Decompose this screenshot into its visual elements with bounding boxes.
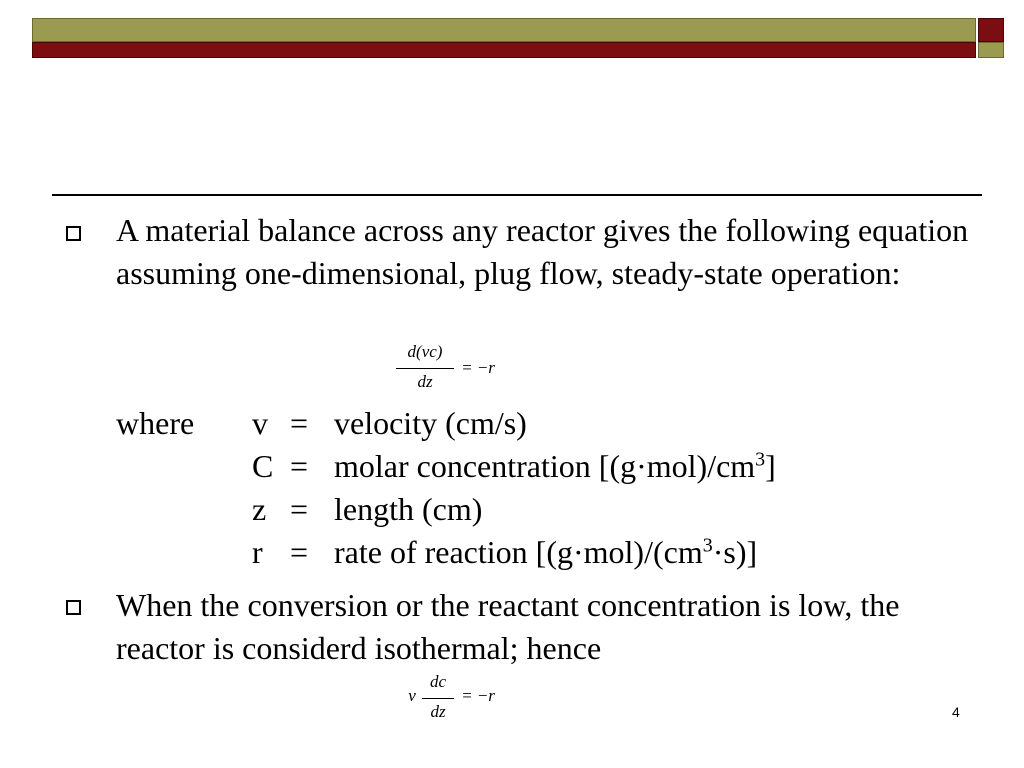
def-equals-c: = — [290, 448, 309, 484]
def-text-c-tail: ] — [765, 448, 776, 484]
equation-material-balance — [390, 340, 510, 400]
def-text-c-sup: 3 — [755, 448, 766, 471]
eq2-rhs: = −r — [461, 686, 495, 705]
eq2-prefix: v — [408, 686, 416, 705]
def-text-r — [334, 531, 757, 574]
bullet-box-icon — [66, 226, 81, 241]
definition-row-c — [116, 445, 916, 488]
def-text-r-main: rate of reaction [(g·mol)/(cm — [334, 534, 703, 570]
eq2-denominator: dz — [430, 702, 446, 721]
header-band-olive — [32, 18, 976, 42]
bullet-text-1: A material balance across any reactor gives the following equation assuming one-dimensional, plug flow, steady-state operation: — [116, 212, 969, 291]
bullet-text-2: When the conversion or the reactant concentration is low, the reactor is considerd isothermal; hence — [116, 587, 900, 666]
def-equals-r: = — [290, 534, 309, 570]
def-symbol-v: v — [252, 405, 268, 441]
def-text-v: velocity (cm/s) — [334, 405, 527, 441]
bullet-box-icon — [66, 600, 81, 615]
equation-isothermal — [404, 670, 514, 730]
def-text-c-main: molar concentration [(g·mol)/cm — [334, 448, 756, 484]
def-symbol-c: C — [252, 448, 274, 484]
eq2-fraction-bar — [422, 698, 454, 699]
def-text-z: length (cm) — [334, 491, 483, 527]
header-square-olive — [978, 42, 1004, 58]
def-symbol-z: z — [252, 491, 267, 527]
page-number: 4 — [952, 704, 960, 720]
eq2-numerator: dc — [429, 672, 447, 691]
def-text-r-sup: 3 — [702, 534, 713, 557]
header-band-maroon — [32, 42, 976, 58]
def-text-r-tail: ·s)] — [712, 534, 758, 570]
definition-row-z — [116, 488, 916, 531]
definition-row-r — [116, 531, 916, 574]
def-equals-v: = — [290, 405, 309, 441]
eq1-denominator: dz — [417, 372, 433, 391]
eq1-fraction-bar — [396, 368, 454, 369]
header-square-maroon — [978, 18, 1004, 42]
eq1-numerator: d(vc) — [407, 342, 443, 361]
where-label: where — [116, 405, 195, 441]
def-equals-z: = — [290, 491, 309, 527]
eq1-rhs: = −r — [461, 358, 495, 377]
def-text-c — [334, 445, 776, 488]
def-symbol-r: r — [252, 534, 263, 570]
definition-row-v — [116, 402, 916, 445]
title-divider — [52, 194, 982, 196]
